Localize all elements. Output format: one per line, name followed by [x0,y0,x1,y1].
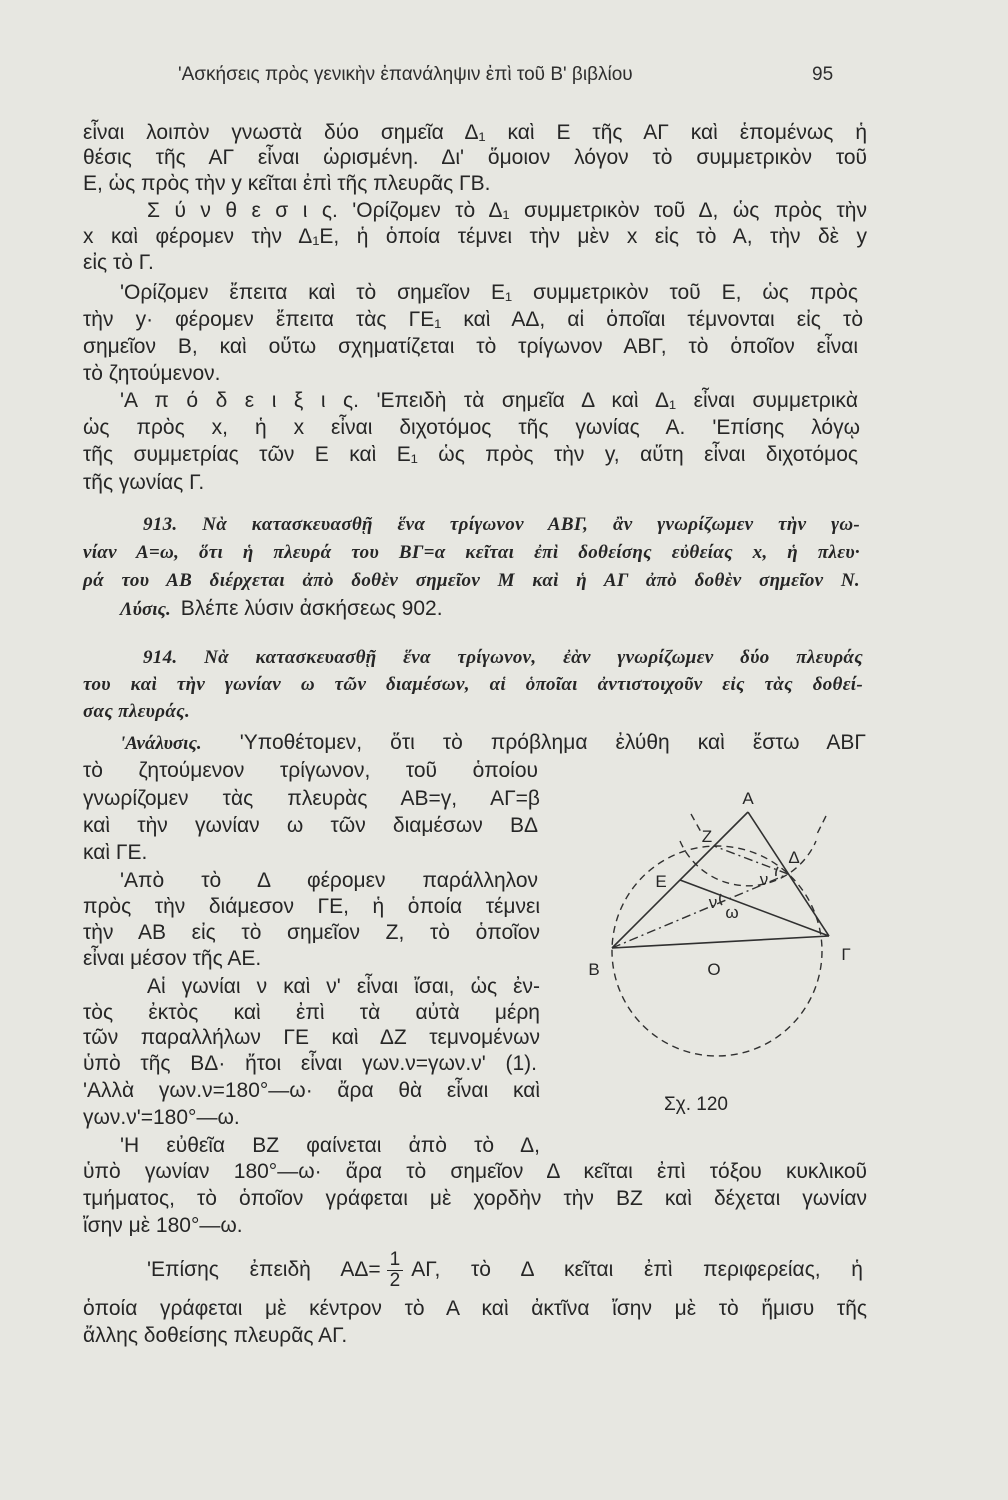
exercise-914-statement: σας πλευράς. [83,701,190,722]
text-line: εἶναι λοιπὸν γνωστὰ δύο σημεῖα Δ₁ καὶ Ε τῆς ΑΓ καὶ ἑπομένως ἡ [83,121,867,144]
page-number: 95 [812,64,834,85]
angle-arc-nu-at-d [776,867,778,876]
text-line: τμήματος, τὸ ὁποῖον γράφεται μὲ χορδὴν τὴν ΒΖ καὶ δέχεται γωνίαν [83,1187,867,1210]
exercise-913-solution [120,596,443,622]
figure-120 [560,770,880,1090]
text-line: 'Αλλὰ γων.ν=180°—ω· ἄρα θὰ εἶναι καὶ [83,1079,540,1102]
text-line: καὶ ΓΕ. [83,841,148,864]
text-line: θέσις τῆς ΑΓ εἶναι ὡρισμένη. Δι' ὅμοιον λόγον τὸ συμμετρικὸν τοῦ [83,146,867,169]
side-bg [612,936,829,948]
fraction-line-before: 'Επίσης ἐπειδὴ ΑΔ= [147,1258,381,1281]
text-line: πρὸς τὴν διάμεσον ΓΕ, ἡ ὁποία τέμνει [83,895,540,918]
text-line: εἶναι μέσον τῆς ΑΕ. [83,947,262,970]
text-line: τῶν παραλλήλων ΓΕ καὶ ΔΖ τεμνομένων [83,1026,540,1049]
label-o: Ο [707,960,721,979]
analysis-first-line [120,730,866,756]
text-line: ὑπὸ τῆς ΒΔ· ἤτοι εἶναι γων.ν=γων.ν' (1). [83,1052,537,1075]
label-z: Ζ [701,827,713,846]
text-line: Ε, ὡς πρὸς τὴν y κεῖται ἐπὶ τῆς πλευρᾶς ΓΒ. [83,172,491,195]
text-line: γνωρίζομεν τὰς πλευρὰς ΑΒ=γ, ΑΓ=β [83,787,540,810]
text-line: εἰς τὸ Γ. [83,251,154,274]
text-line: τὸ ζητούμενον τρίγωνον, τοῦ ὁποίου [83,759,538,782]
text-line: τῆς συμμετρίας τῶν Ε καὶ Ε₁ ὡς πρὸς τὴν y, αὕτη εἶναι διχοτόμος [83,443,858,466]
exercise-914-statement: 914. Νὰ κατασκευασθῇ ἕνα τρίγωνον, ἐὰν γνωρίζωμεν δύο πλευράς [143,647,863,668]
label-omega: ω [725,903,739,922]
analysis-label: 'Ανάλυσις. [120,733,202,754]
label-b: Β [588,960,600,979]
text-line: γων.ν'=180°—ω. [83,1106,240,1129]
fraction-denominator: 2 [387,1270,404,1291]
text-line: 'Απὸ τὸ Δ φέρομεν παράλληλον [120,869,538,892]
label-a: Α [742,789,754,808]
running-title: 'Ασκήσεις πρὸς γενικὴν ἐπανάληψιν ἐπὶ τοῦ Β' βιβλίου [178,64,633,85]
fraction-line [147,1247,863,1293]
text-line: ἄλλης δοθείσης πλευρᾶς ΑΓ. [83,1324,348,1347]
figure-caption: Σχ. 120 [664,1094,728,1115]
text-line: σημεῖον Β, καὶ οὕτω σχηματίζεται τὸ τρίγωνον ΑΒΓ, τὸ ὁποῖον εἶναι [83,335,858,358]
label-nu-near-intersection: ν [708,893,718,912]
fraction-line-after: ΑΓ, τὸ Δ κεῖται ἐπὶ περιφερείας, ἡ [411,1258,863,1281]
text-line: ἴσην μὲ 180°—ω. [83,1214,243,1237]
exercise-913-statement: νίαν Α=ω, ὅτι ἡ πλευρά του ΒΓ=α κεῖται ἐπὶ δοθείσης εὐθείας x, ἡ πλευ· [83,542,860,563]
label-g: Γ [841,945,851,964]
text-line: ὡς πρὸς x, ἡ x εἶναι διχοτόμος τῆς γωνίας Α. 'Επίσης λόγῳ [83,416,860,439]
label-e: Ε [655,872,667,891]
text-line: x καὶ φέρομεν τὴν Δ₁Ε, ἡ ὁποία τέμνει τὴν μὲν x εἰς τὸ Α, τὴν δὲ y [83,225,867,248]
label-nu-near-d: ν [759,870,769,889]
construction-dash [817,816,826,834]
text-line: 'Ορίζομεν ἔπειτα καὶ τὸ σημεῖον Ε₁ συμμετρικὸν τοῦ Ε, ὡς πρὸς [120,281,858,304]
exercise-914-statement: του καὶ τὴν γωνίαν ω τῶν διαμέσων, αἱ ὁποῖαι ἀντιστοιχοῦν εἰς τὰς δοθεί- [83,674,863,695]
text-line: ὑπὸ γωνίαν 180°—ω· ἄρα τὸ σημεῖον Δ κεῖται ἐπὶ τόξου κυκλικοῦ [83,1160,867,1183]
construction-dash [691,814,701,832]
proof-heading-line: 'Α π ό δ ε ι ξ ι ς. 'Επειδὴ τὰ σημεῖα Δ καὶ Δ₁ εἶναι συμμετρικὰ [120,389,858,412]
analysis-text: 'Υποθέτομεν, ὅτι τὸ πρόβλημα ἐλύθη καὶ ἔστω ΑΒΓ [239,731,867,754]
solution-text: Βλέπε λύσιν ἀσκήσεως 902. [180,597,443,620]
text-line: τὴν ΑΒ εἰς τὸ σημεῖον Ζ, τὸ ὁποῖον [83,921,540,944]
text-line: τὴν y· φέρομεν ἔπειτα τὰς ΓΕ₁ καὶ ΑΔ, αἱ ὁποῖαι τέμνονται εἰς τὸ [83,308,863,331]
solution-label: Λύσις. [120,599,171,620]
exercise-913-statement: ρά του ΑΒ διέρχεται ἀπὸ δοθὲν σημεῖον Μ καὶ ἡ ΑΓ ἀπὸ δοθὲν σημεῖον Ν. [83,570,860,591]
fraction-one-half [387,1250,404,1291]
synthesis-heading-line: Σ ύ ν θ ε σ ι ς. 'Ορίζομεν τὸ Δ₁ συμμετρικὸν τοῦ Δ, ὡς πρὸς τὴν [147,199,867,222]
label-d: Δ [788,848,800,867]
text-line: καὶ τὴν γωνίαν ω τῶν διαμέσων ΒΔ [83,814,538,837]
text-line: ὁποία γράφεται μὲ κέντρον τὸ Α καὶ ἀκτῖνα ἴσην μὲ τὸ ἥμισυ τῆς [83,1297,867,1320]
text-line: 'Η εὐθεῖα ΒΖ φαίνεται ἀπὸ τὸ Δ, [120,1134,540,1157]
text-line: τὸ ζητούμενον. [83,362,221,385]
text-line: τὸς ἐκτὸς καὶ ἐπὶ τὰ αὐτὰ μέρη [83,1001,540,1024]
exercise-913-statement: 913. Νὰ κατασκευασθῇ ἕνα τρίγωνον ΑΒΓ, ἂν γνωρίζωμεν τὴν γω- [143,514,860,535]
text-line: Αἱ γωνίαι ν καὶ ν' εἶναι ἴσαι, ὡς ἐν- [147,975,540,998]
text-line: τῆς γωνίας Γ. [83,471,205,494]
fraction-numerator: 1 [389,1248,401,1270]
